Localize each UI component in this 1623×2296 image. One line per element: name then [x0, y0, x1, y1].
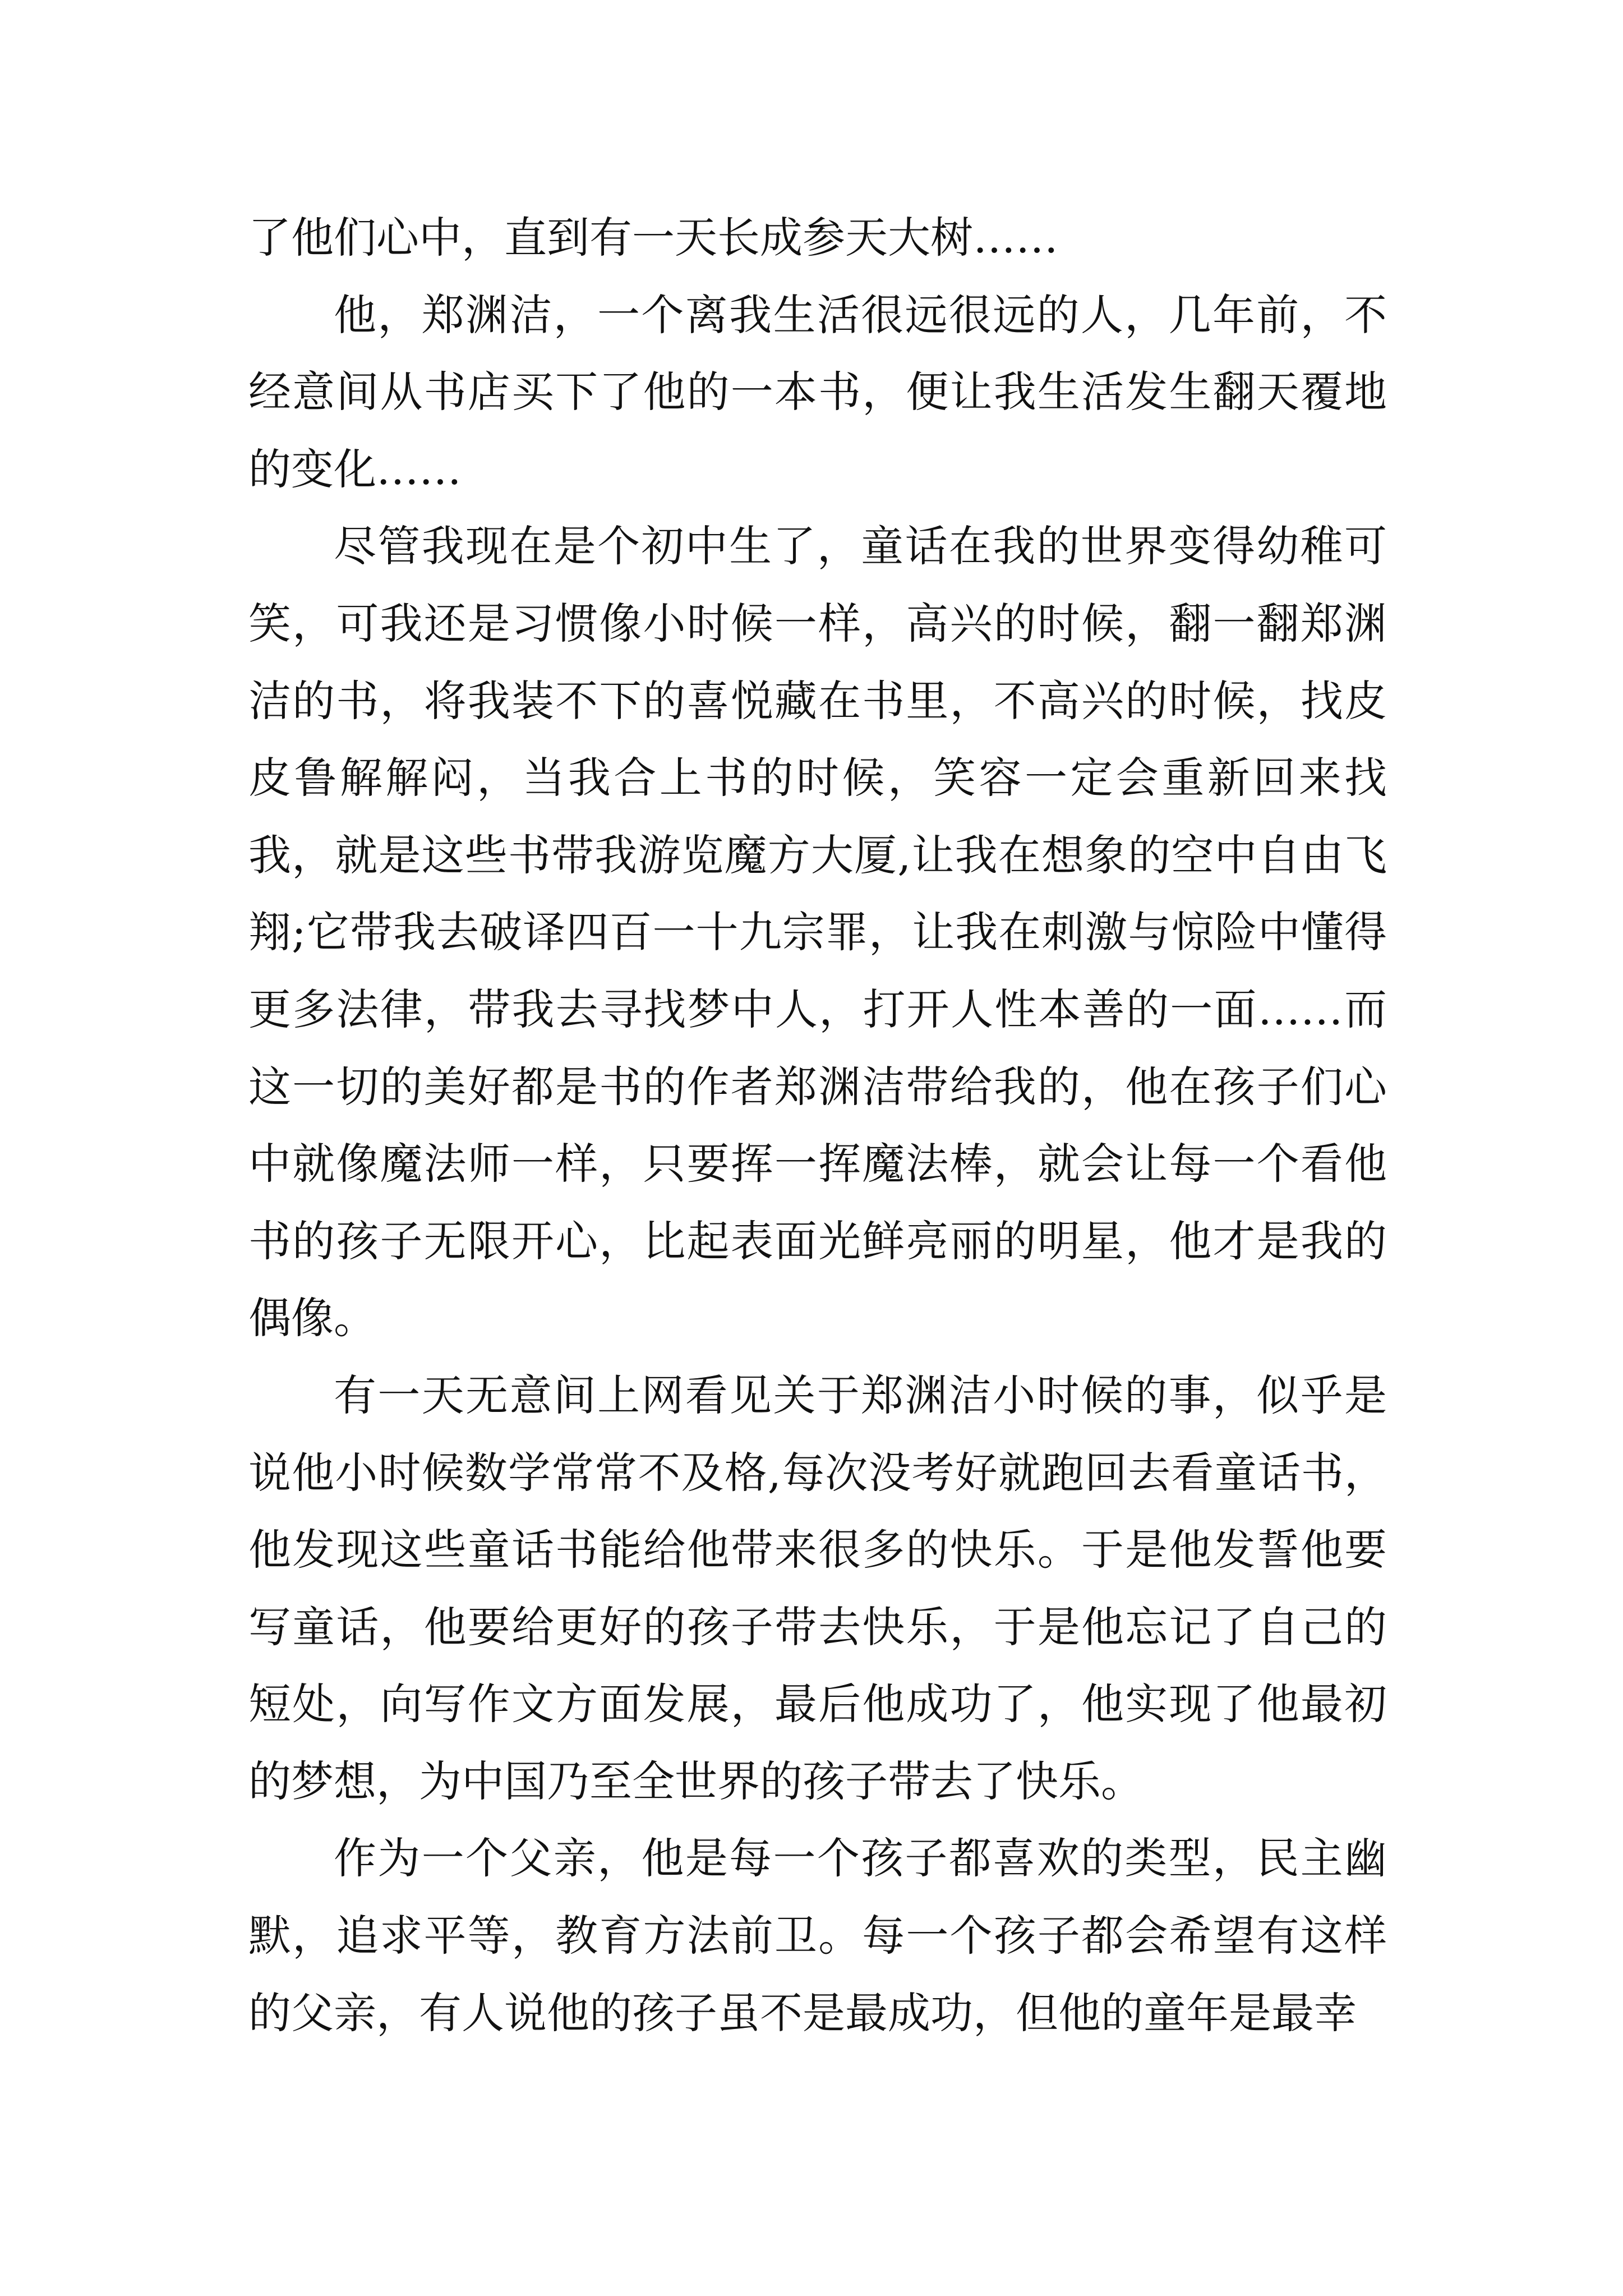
- document-body: [248, 199, 1387, 2051]
- paragraph: 他，郑渊洁，一个离我生活很远很远的人，几年前，不经意间从书店买下了他的一本书，便让我生活发生翻天覆地的变化……: [248, 289, 1387, 494]
- paragraph: 作为一个父亲，他是每一个孩子都喜欢的类型，民主幽默，追求平等，教育方法前卫。每一个孩子都会希望有这样的父亲，有人说他的孩子虽不是最成功，但他的童年是最幸: [248, 1833, 1387, 2038]
- paragraph: 有一天无意间上网看见关于郑渊洁小时候的事，似乎是说他小时候数学常常不及格,每次没考好就跑回去看童话书，他发现这些童话书能给他带来很多的快乐。于是他发誓他要写童话，他要给更好的孩子带去快乐，于是他忘记了自己的短处，向写作文方面发展，最后他成功了，他实现了他最初的梦想，为中国乃至全世界的孩子带去了快乐。: [248, 1370, 1387, 1806]
- paragraph-continuation: 了他们心中，直到有一天长成参天大树……: [248, 213, 1058, 263]
- paragraph: 尽管我现在是个初中生了，童话在我的世界变得幼稚可笑，可我还是习惯像小时候一样，高兴的时候，翻一翻郑渊洁的书，将我装不下的喜悦藏在书里，不高兴的时候，找皮皮鲁解解闷，当我合上书的时候，笑容一定会重新回来找我，就是这些书带我游览魔方大厦,让我在想象的空中自由飞翔;它带我去破译四百一十九宗罪，让我在刺激与惊险中懂得更多法律，带我去寻找梦中人，打开人性本善的一面……而这一切的美好都是书的作者郑渊洁带给我的，他在孩子们心中就像魔法师一样，只要挥一挥魔法棒，就会让每一个看他书的孩子无限开心，比起表面光鲜亮丽的明星，他才是我的偶像。: [248, 521, 1387, 1343]
